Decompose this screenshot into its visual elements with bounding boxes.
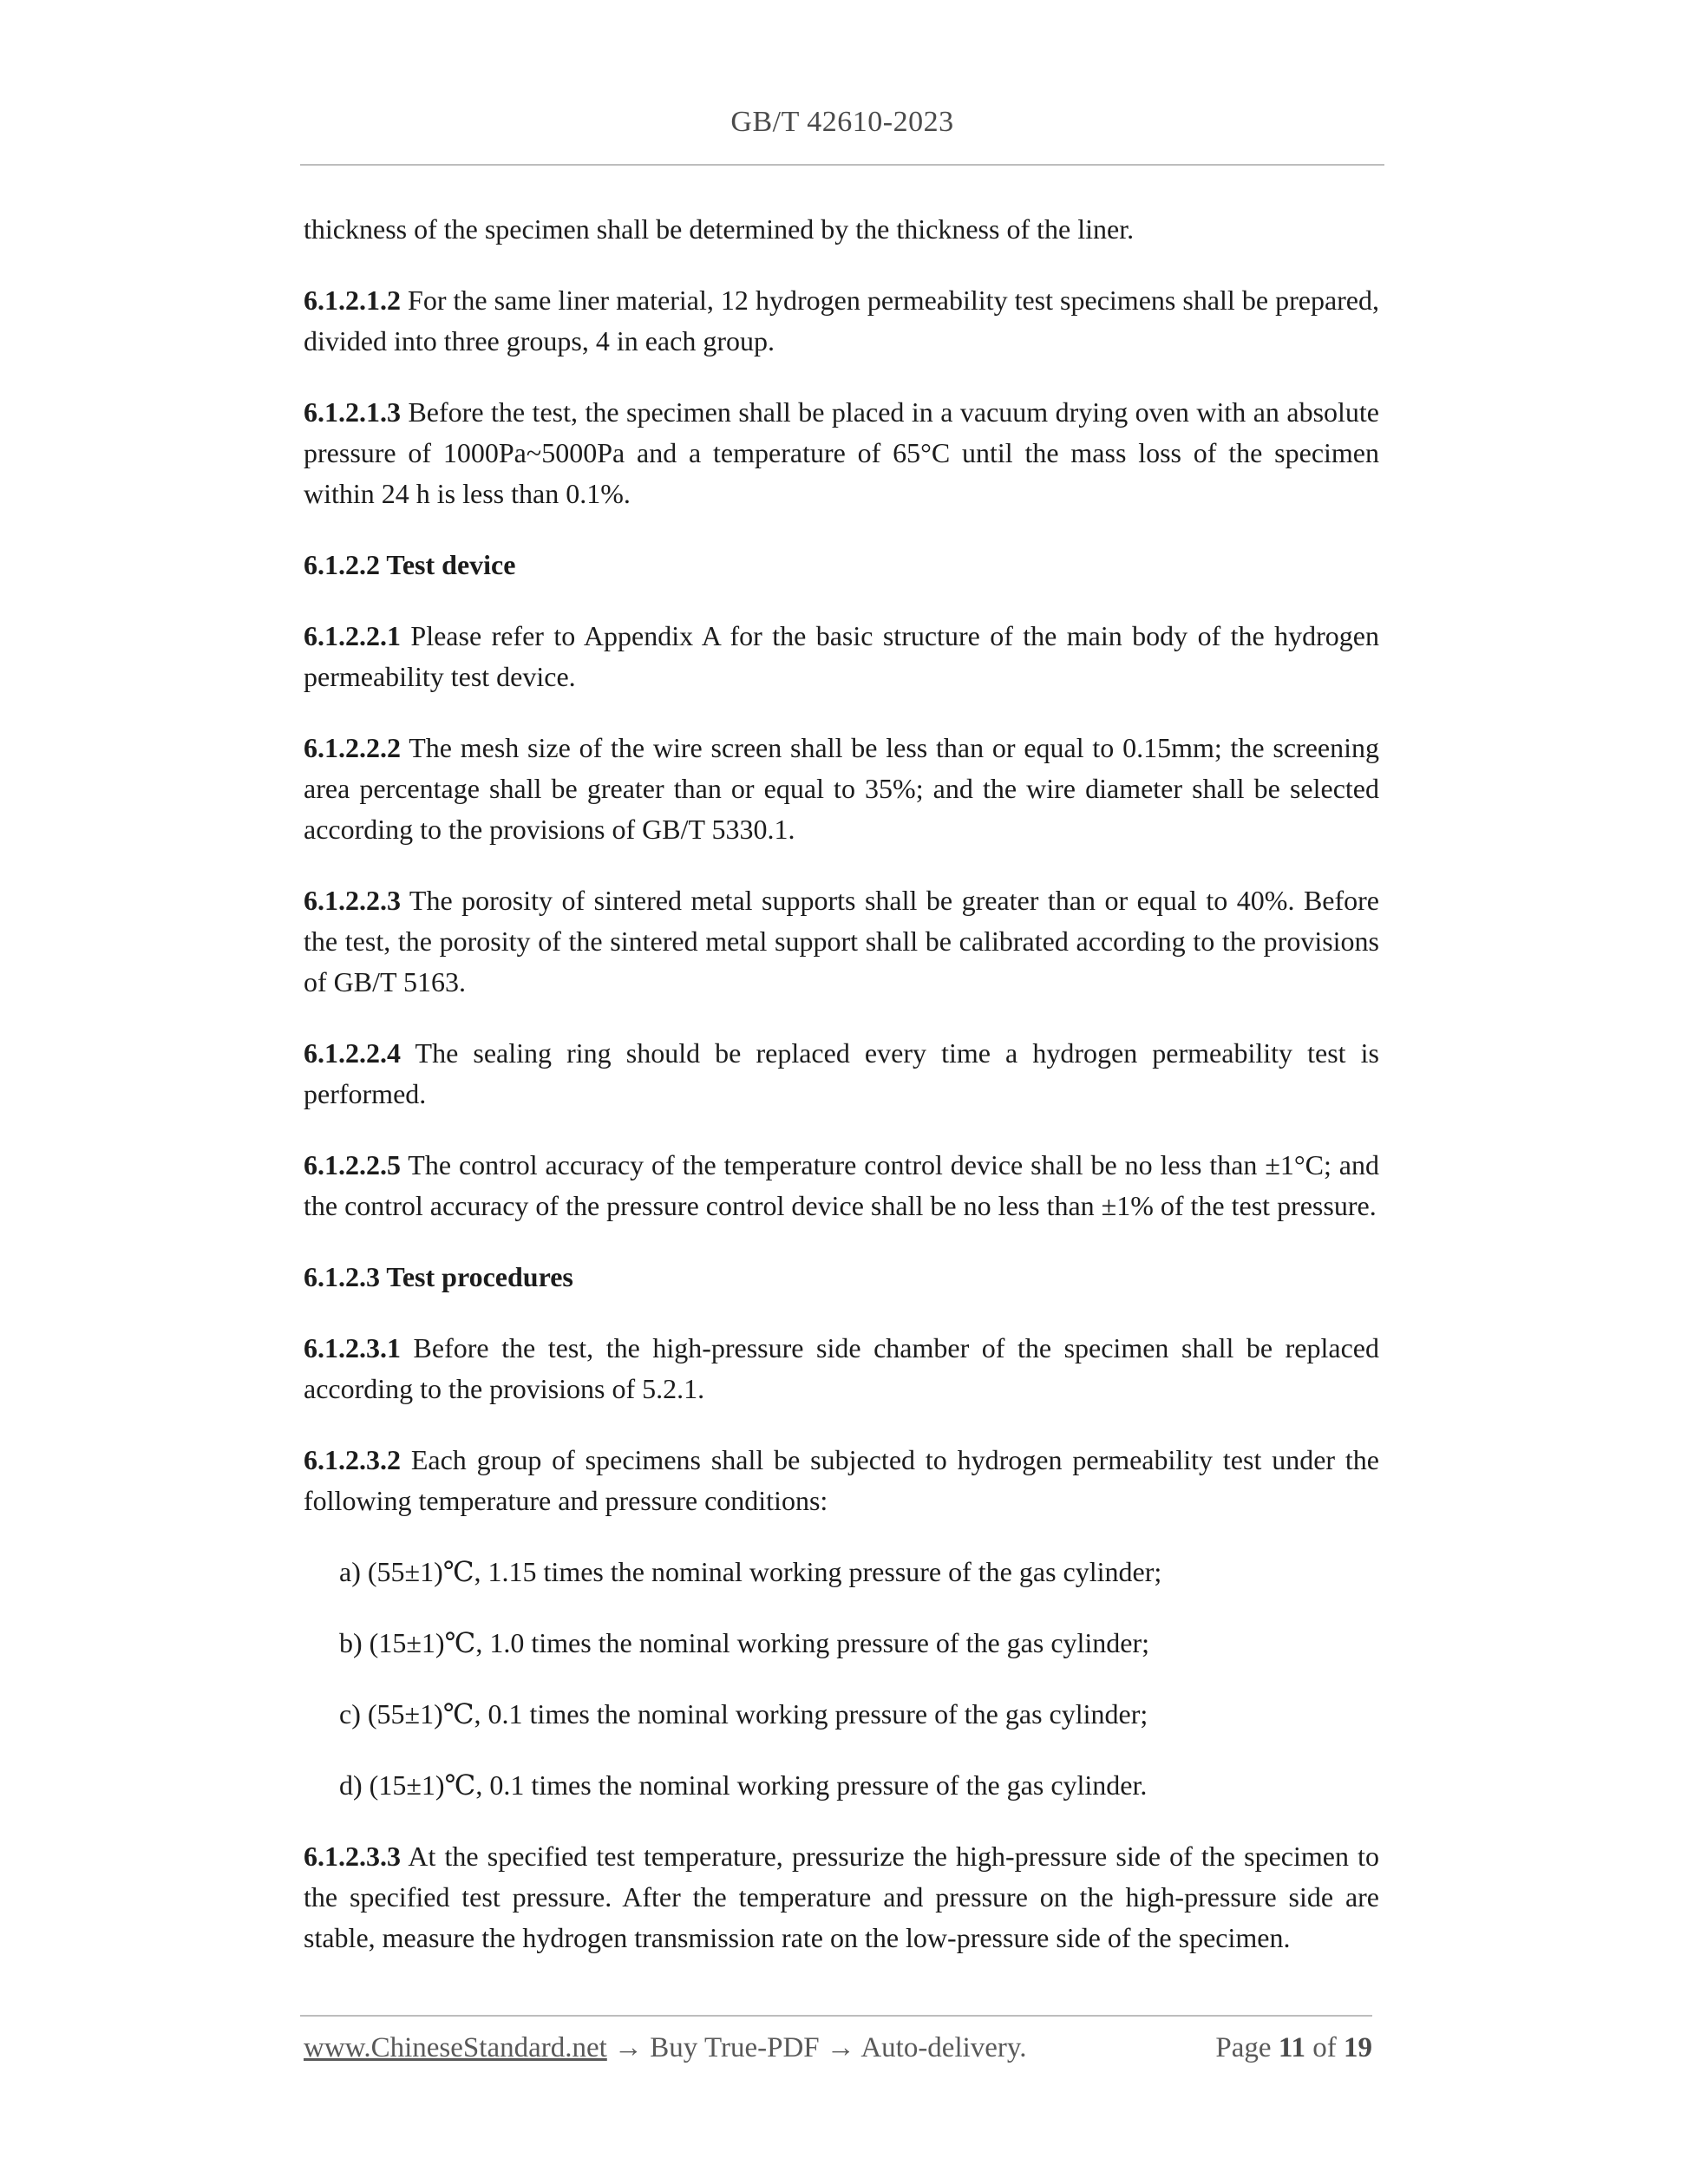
clause-text: Each group of specimens shall be subjected to hydrogen permeability test under the following temperature and pressure conditions: <box>304 1444 1379 1516</box>
arrow-icon: → <box>606 2032 651 2063</box>
clause-text: For the same liner material, 12 hydrogen permeability test specimens shall be prepared, divided into three groups, 4 in each group. <box>304 284 1379 356</box>
clause-6-1-2-3-3 <box>304 1836 1379 1958</box>
clause-number: 6.1.2.2.4 <box>304 1037 401 1069</box>
list-item-c: c) (55±1)℃, 0.1 times the nominal working pressure of the gas cylinder; <box>339 1698 1148 1730</box>
clause-text: The porosity of sintered metal supports shall be greater than or equal to 40%. Before the test, the porosity of the sintered metal support shall be calibrated according to the provisions of GB/T 5163. <box>304 885 1379 997</box>
clause-text: Before the test, the specimen shall be placed in a vacuum drying oven with an absolute pressure of 1000Pa~5000Pa and a temperature of 65°C until the mass loss of the specimen within 24 h is less than 0.1%. <box>304 396 1379 509</box>
auto-delivery-text: Auto-delivery. <box>860 2032 1027 2063</box>
section-heading-test-procedures: 6.1.2.3 Test procedures <box>304 1261 573 1292</box>
document-header: GB/T 42610-2023 <box>730 106 954 138</box>
current-page-number: 11 <box>1278 2032 1305 2063</box>
clause-number: 6.1.2.1.3 <box>304 396 401 428</box>
list-item-d: d) (15±1)℃, 0.1 times the nominal working pressure of the gas cylinder. <box>339 1769 1148 1801</box>
clause-text: Please refer to Appendix A for the basic structure of the main body of the hydrogen permeability test device. <box>304 620 1379 692</box>
clause-number: 6.1.2.2.5 <box>304 1149 401 1180</box>
clause-6-1-2-2-2 <box>304 728 1379 850</box>
buy-pdf-text: Buy True-PDF <box>650 2032 820 2063</box>
clause-number: 6.1.2.3.3 <box>304 1841 401 1872</box>
clause-number: 6.1.2.2.3 <box>304 885 401 916</box>
clause-text: The sealing ring should be replaced every time a hydrogen permeability test is performed. <box>304 1037 1379 1109</box>
clause-text: The control accuracy of the temperature control device shall be no less than ±1°C; and the control accuracy of the pressure control device shall be no less than ±1% of the test pressure. <box>304 1149 1379 1221</box>
clause-6-1-2-2-4 <box>304 1033 1379 1115</box>
website-link[interactable]: www.ChineseStandard.net <box>304 2032 607 2063</box>
header-divider <box>300 164 1384 166</box>
clause-6-1-2-1-3 <box>304 392 1379 514</box>
page-indicator <box>1188 2032 1372 2064</box>
page-label: Page <box>1215 2032 1272 2063</box>
list-item-b: b) (15±1)℃, 1.0 times the nominal working pressure of the gas cylinder; <box>339 1627 1150 1658</box>
clause-6-1-2-2-3 <box>304 880 1379 1003</box>
clause-number: 6.1.2.2.1 <box>304 620 401 651</box>
clause-number: 6.1.2.2.2 <box>304 732 401 763</box>
footer-divider <box>300 2015 1372 2017</box>
clause-6-1-2-3-2 <box>304 1440 1379 1521</box>
clause-text: At the specified test temperature, pressurize the high-pressure side of the specimen to the specified test pressure. After the temperature and pressure on the high-pressure side are stable, measure the hydrogen transmission rate on the low-pressure side of the specimen. <box>304 1841 1379 1953</box>
clause-number: 6.1.2.1.2 <box>304 284 401 316</box>
clause-number: 6.1.2.3.1 <box>304 1332 401 1363</box>
clause-number: 6.1.2.3.2 <box>304 1444 401 1475</box>
clause-text: The mesh size of the wire screen shall be less than or equal to 0.15mm; the screening area percentage shall be greater than or equal to 35%; and the wire diameter shall be selected according to the provisions of GB/T 5330.1. <box>304 732 1379 845</box>
clause-6-1-2-3-1 <box>304 1328 1379 1409</box>
page-of-label: of <box>1312 2032 1337 2063</box>
footer-promo <box>304 2032 1027 2064</box>
total-pages-number: 19 <box>1344 2032 1372 2063</box>
paragraph-text: thickness of the specimen shall be determined by the thickness of the liner. <box>304 213 1135 245</box>
list-item-a: a) (55±1)℃, 1.15 times the nominal working pressure of the gas cylinder; <box>339 1556 1162 1587</box>
paragraph-continuation <box>304 209 1379 250</box>
clause-6-1-2-2-1 <box>304 616 1379 697</box>
page-body <box>304 209 1379 1989</box>
section-heading-test-device: 6.1.2.2 Test device <box>304 549 516 580</box>
clause-6-1-2-2-5 <box>304 1145 1379 1226</box>
clause-text: Before the test, the high-pressure side chamber of the specimen shall be replaced according to the provisions of 5.2.1. <box>304 1332 1379 1404</box>
arrow-icon: → <box>819 2032 861 2063</box>
clause-6-1-2-1-2 <box>304 280 1379 362</box>
